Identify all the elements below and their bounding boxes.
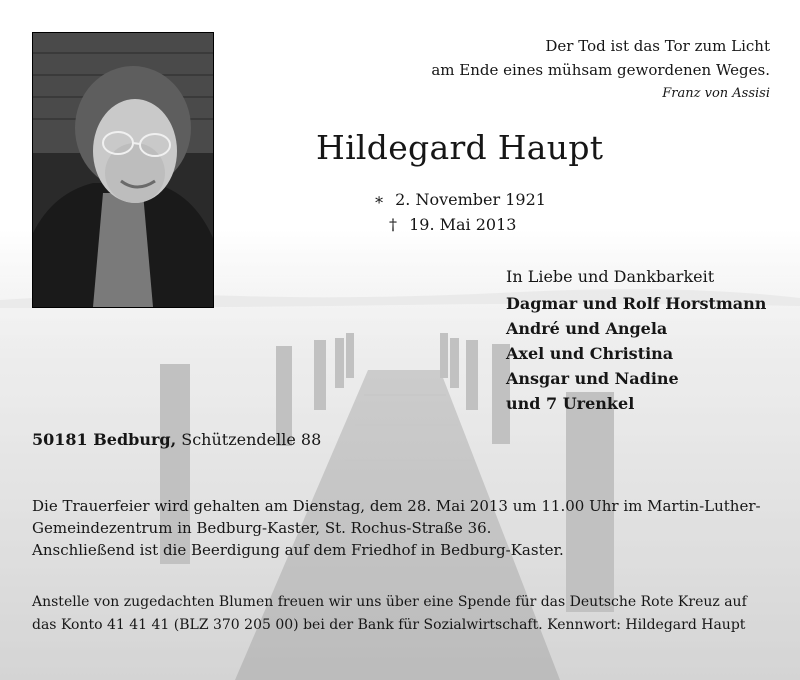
address-line: [32, 430, 321, 449]
life-dates: [368, 187, 546, 237]
mourner-line: und 7 Urenkel: [506, 394, 635, 413]
portrait-photo: [32, 32, 214, 308]
death-date-line: [368, 212, 546, 237]
mourners-block: [506, 264, 766, 416]
birth-date-line: [368, 187, 546, 212]
birth-star-icon: ∗: [373, 190, 385, 209]
death-cross-icon: †: [389, 215, 397, 234]
birth-date: 2. November 1921: [395, 190, 546, 209]
service-line-3: Anschließend ist die Beerdigung auf dem Friedhof in Bedburg-Kaster.: [32, 541, 564, 559]
deceased-name: Hildegard Haupt: [316, 128, 604, 167]
donation-line-1: Anstelle von zugedachten Blumen freuen wir uns über eine Spende für das Deutsche Rote Kreuz auf: [32, 594, 747, 610]
donation-line-2: das Konto 41 41 41 (BLZ 370 205 00) bei der Bank für Sozialwirtschaft. Kennwort: Hildegard Haupt: [32, 617, 746, 633]
service-line-1: Die Trauerfeier wird gehalten am Dienstag, dem 28. Mai 2013 um 11.00 Uhr im Martin-Luther-: [32, 497, 761, 515]
address-city: 50181 Bedburg,: [32, 430, 177, 449]
mourners-intro: In Liebe und Dankbarkeit: [506, 267, 715, 286]
funeral-service-text: [32, 495, 777, 561]
quote-author: Franz von Assisi: [662, 86, 770, 101]
quote-line-2: am Ende eines mühsam gewordenen Weges.: [431, 61, 770, 79]
mourner-line: André und Angela: [506, 319, 668, 338]
mourner-line: Ansgar und Nadine: [506, 369, 679, 388]
address-street: Schützendelle 88: [181, 430, 322, 449]
death-date: 19. Mai 2013: [409, 215, 517, 234]
mourner-line: Dagmar und Rolf Horstmann: [506, 294, 767, 313]
quote-line-1: Der Tod ist das Tor zum Licht: [545, 37, 770, 55]
service-line-2: Gemeindezentrum in Bedburg-Kaster, St. Rochus-Straße 36.: [32, 519, 492, 537]
quote-block: [431, 34, 770, 106]
donation-text: [32, 591, 782, 637]
mourner-line: Axel und Christina: [506, 344, 674, 363]
portrait-image: [33, 33, 213, 307]
